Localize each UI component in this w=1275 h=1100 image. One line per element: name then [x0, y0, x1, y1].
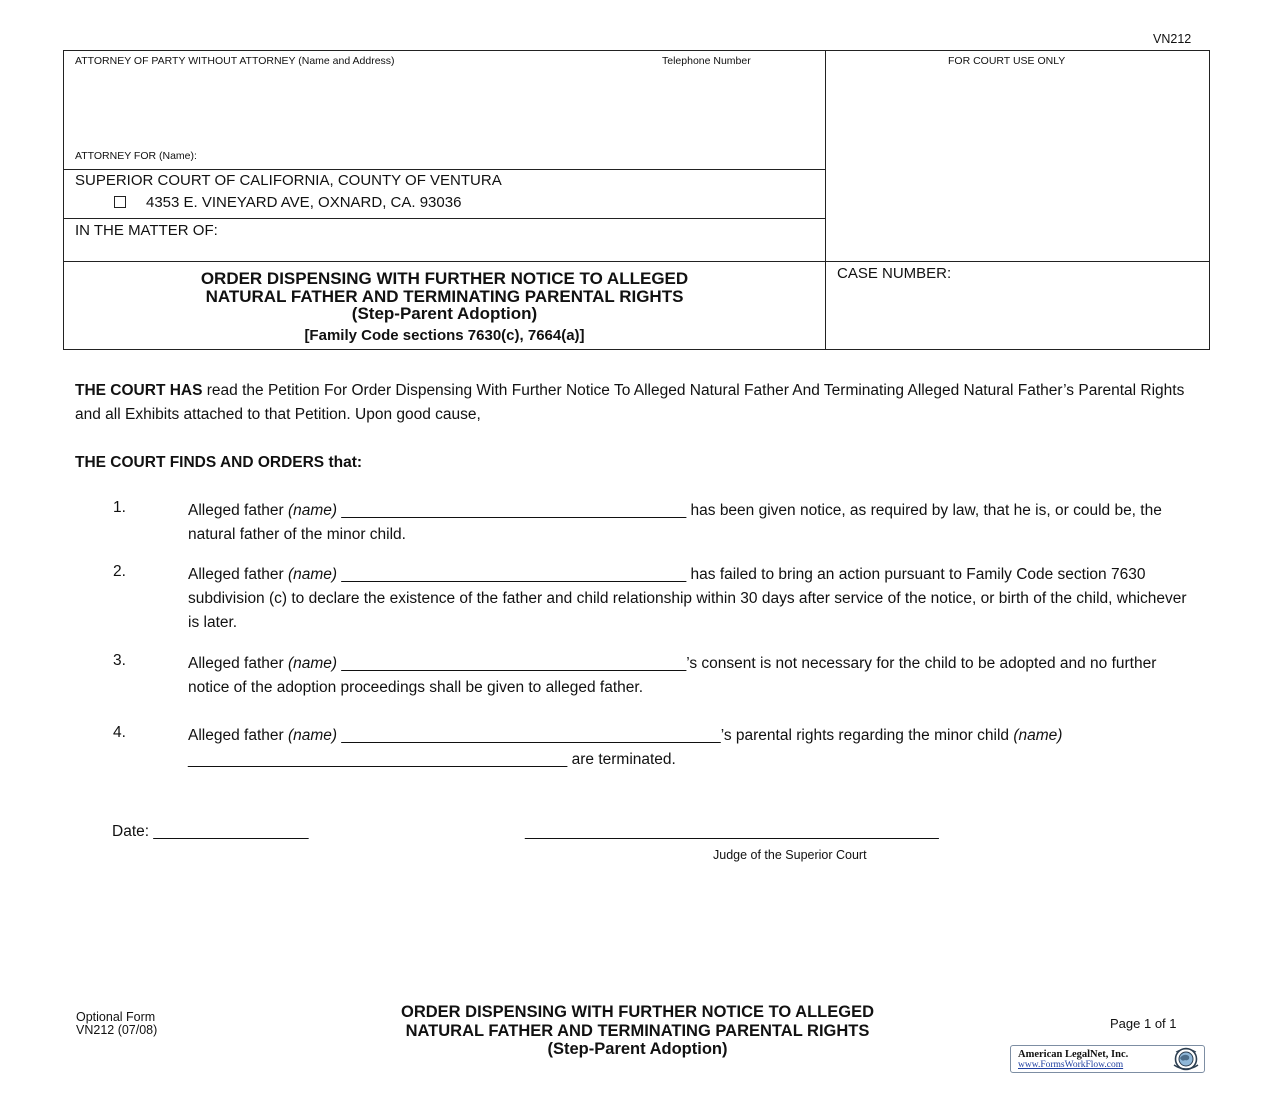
item-number: 4. — [113, 724, 126, 741]
document-title — [64, 270, 825, 344]
item-number: 1. — [113, 499, 126, 516]
judge-signature-line[interactable]: ________________________________________________ — [525, 823, 939, 840]
date-field — [112, 823, 309, 841]
finding-item-4 — [188, 724, 1200, 772]
item-number: 3. — [113, 652, 126, 669]
child-name-blank[interactable]: ____________________________________________ — [188, 751, 572, 768]
caption-divider-2 — [64, 218, 825, 219]
item-suffix: has failed to bring an action pursuant to Family Code section 7630 subdivision (c) to declare the existence of the father and child relationship within 30 days after service of the notice, or birth of the child, whichever is later. — [188, 566, 1187, 631]
item-number: 2. — [113, 563, 126, 580]
form-code: VN212 — [1153, 32, 1192, 46]
footer-title-line-1: ORDER DISPENSING WITH FURTHER NOTICE TO ALLEGED — [400, 1003, 874, 1021]
logo-company-name: American LegalNet, Inc. — [1018, 1049, 1129, 1060]
finding-item-2 — [188, 563, 1200, 635]
form-revision: VN212 (07/08) — [76, 1022, 158, 1037]
optional-form-label: Optional Form — [76, 1010, 156, 1024]
intro-bold: THE COURT HAS — [75, 382, 203, 399]
item-prefix: Alleged father — [188, 502, 288, 519]
title-citation: [Family Code sections 7630(c), 7664(a)] — [304, 326, 585, 344]
title-line-2: NATURAL FATHER AND TERMINATING PARENTAL RIGHTS — [205, 286, 684, 306]
judge-signature-label: Judge of the Superior Court — [713, 848, 867, 862]
item-prefix: Alleged father — [188, 727, 288, 744]
date-label: Date: — [112, 823, 150, 840]
title-line-1: ORDER DISPENSING WITH FURTHER NOTICE TO ALLEGED — [200, 269, 689, 288]
name-blank[interactable]: ____________________________________________ — [337, 727, 721, 744]
child-name-label: (name) — [1013, 727, 1063, 744]
publisher-logo[interactable] — [1010, 1045, 1205, 1073]
logo-website-link[interactable]: www.FormsWorkFlow.com — [1018, 1060, 1124, 1070]
item-suffix: ’s parental rights regarding the minor child — [720, 727, 1014, 744]
item-suffix: has been given notice, as required by law, that he is, or could be, the natural father of the minor child. — [188, 502, 1162, 543]
name-blank[interactable]: ________________________________________ — [337, 655, 687, 672]
footer-title-line-2: NATURAL FATHER AND TERMINATING PARENTAL RIGHTS — [405, 1021, 870, 1040]
caption-divider-3 — [64, 261, 1210, 262]
matter-label: IN THE MATTER OF: — [75, 222, 218, 239]
finding-item-3 — [188, 652, 1200, 700]
item-suffix-2: are terminated. — [571, 751, 676, 768]
date-blank[interactable]: __________________ — [149, 823, 309, 840]
title-line-3: (Step-Parent Adoption) — [351, 304, 538, 323]
footer-title-line-3: (Step-Parent Adoption) — [547, 1040, 728, 1058]
attorney-for-label: ATTORNEY FOR (Name): — [75, 150, 197, 162]
finds-heading: THE COURT FINDS AND ORDERS that: — [75, 454, 363, 471]
name-label: (name) — [287, 502, 338, 519]
name-blank[interactable]: ________________________________________ — [337, 566, 691, 583]
court-use-label: FOR COURT USE ONLY — [948, 55, 1066, 67]
caption-divider-1 — [64, 169, 825, 170]
name-label: (name) — [287, 566, 338, 583]
court-address-checkbox[interactable] — [114, 196, 126, 208]
page-number: Page 1 of 1 — [1110, 1016, 1177, 1031]
footer-form-info — [76, 1011, 157, 1036]
item-prefix: Alleged father — [188, 566, 288, 583]
court-name: SUPERIOR COURT OF CALIFORNIA, COUNTY OF VENTURA — [75, 172, 502, 189]
court-address: 4353 E. VINEYARD AVE, OXNARD, CA. 93036 — [146, 194, 462, 211]
intro-text: read the Petition For Order Dispensing With Further Notice To Alleged Natural Father And Terminating Alleged Natural Father’s Parental Rights and all Exhibits attached to that Petition. Upon good cause, — [75, 382, 1185, 423]
name-label: (name) — [287, 727, 338, 744]
item-prefix: Alleged father — [188, 655, 288, 672]
intro-paragraph — [75, 379, 1200, 427]
telephone-field-label: Telephone Number — [662, 55, 751, 67]
attorney-field-label: ATTORNEY OF PARTY WITHOUT ATTORNEY (Name and Address) — [75, 55, 395, 67]
name-label: (name) — [287, 655, 338, 672]
globe-icon — [1170, 1047, 1202, 1071]
footer-title — [290, 1003, 985, 1059]
finding-item-1 — [188, 499, 1200, 547]
case-number-label: CASE NUMBER: — [837, 265, 952, 282]
caption-box — [63, 50, 1210, 350]
caption-divider-vertical — [825, 51, 826, 350]
item-suffix: ’s consent is not necessary for the child to be adopted and no further notice of the adoption proceedings shall be given to alleged father. — [188, 655, 1157, 696]
name-blank[interactable]: ________________________________________ — [337, 502, 691, 519]
